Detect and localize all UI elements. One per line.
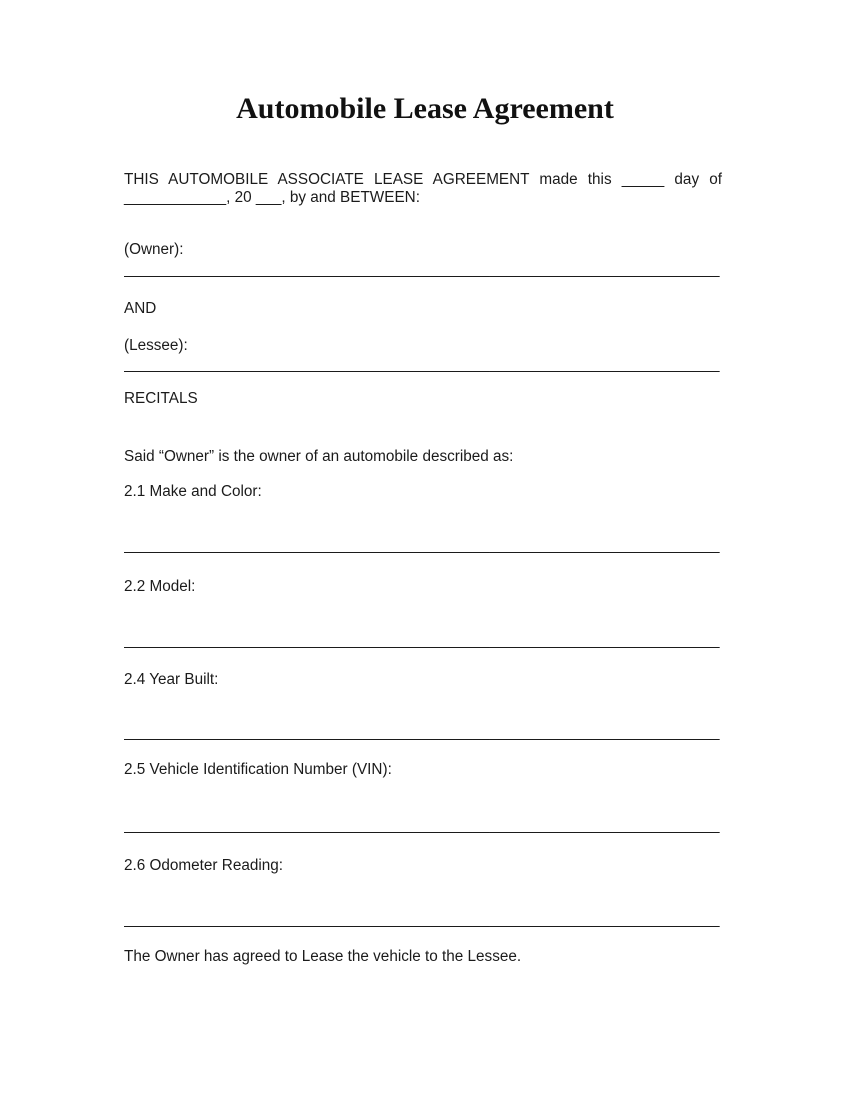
and-label: AND <box>124 300 157 317</box>
field-label-vin: 2.5 Vehicle Identification Number (VIN): <box>124 761 392 778</box>
field-fill-line-model: ______________________________________________________________________ <box>124 632 720 649</box>
owner-label: (Owner): <box>124 241 184 258</box>
recitals-heading: RECITALS <box>124 390 198 407</box>
lessee-fill-line: ______________________________________________________________________ <box>124 356 720 373</box>
field-fill-line-vin: ______________________________________________________________________ <box>124 817 720 834</box>
field-fill-line-odometer-reading: ______________________________________________________________________ <box>124 911 720 928</box>
field-label-odometer-reading: 2.6 Odometer Reading: <box>124 857 284 874</box>
field-fill-line-year-built: ______________________________________________________________________ <box>124 724 720 741</box>
field-label-model: 2.2 Model: <box>124 578 196 595</box>
field-label-make-and-color: 2.1 Make and Color: <box>124 483 262 500</box>
intro-paragraph: THIS AUTOMOBILE ASSOCIATE LEASE AGREEMENT made this _____ day of ____________, 20 ___, by and BETWEEN: <box>124 171 722 206</box>
lessee-label: (Lessee): <box>124 337 188 354</box>
field-label-year-built: 2.4 Year Built: <box>124 671 219 688</box>
owner-fill-line: ______________________________________________________________________ <box>124 261 720 278</box>
closing-statement: The Owner has agreed to Lease the vehicle to the Lessee. <box>124 948 522 965</box>
document-title: Automobile Lease Agreement <box>236 92 614 125</box>
recitals-intro: Said “Owner” is the owner of an automobile described as: <box>124 448 514 465</box>
field-fill-line-make-and-color: ______________________________________________________________________ <box>124 537 720 554</box>
